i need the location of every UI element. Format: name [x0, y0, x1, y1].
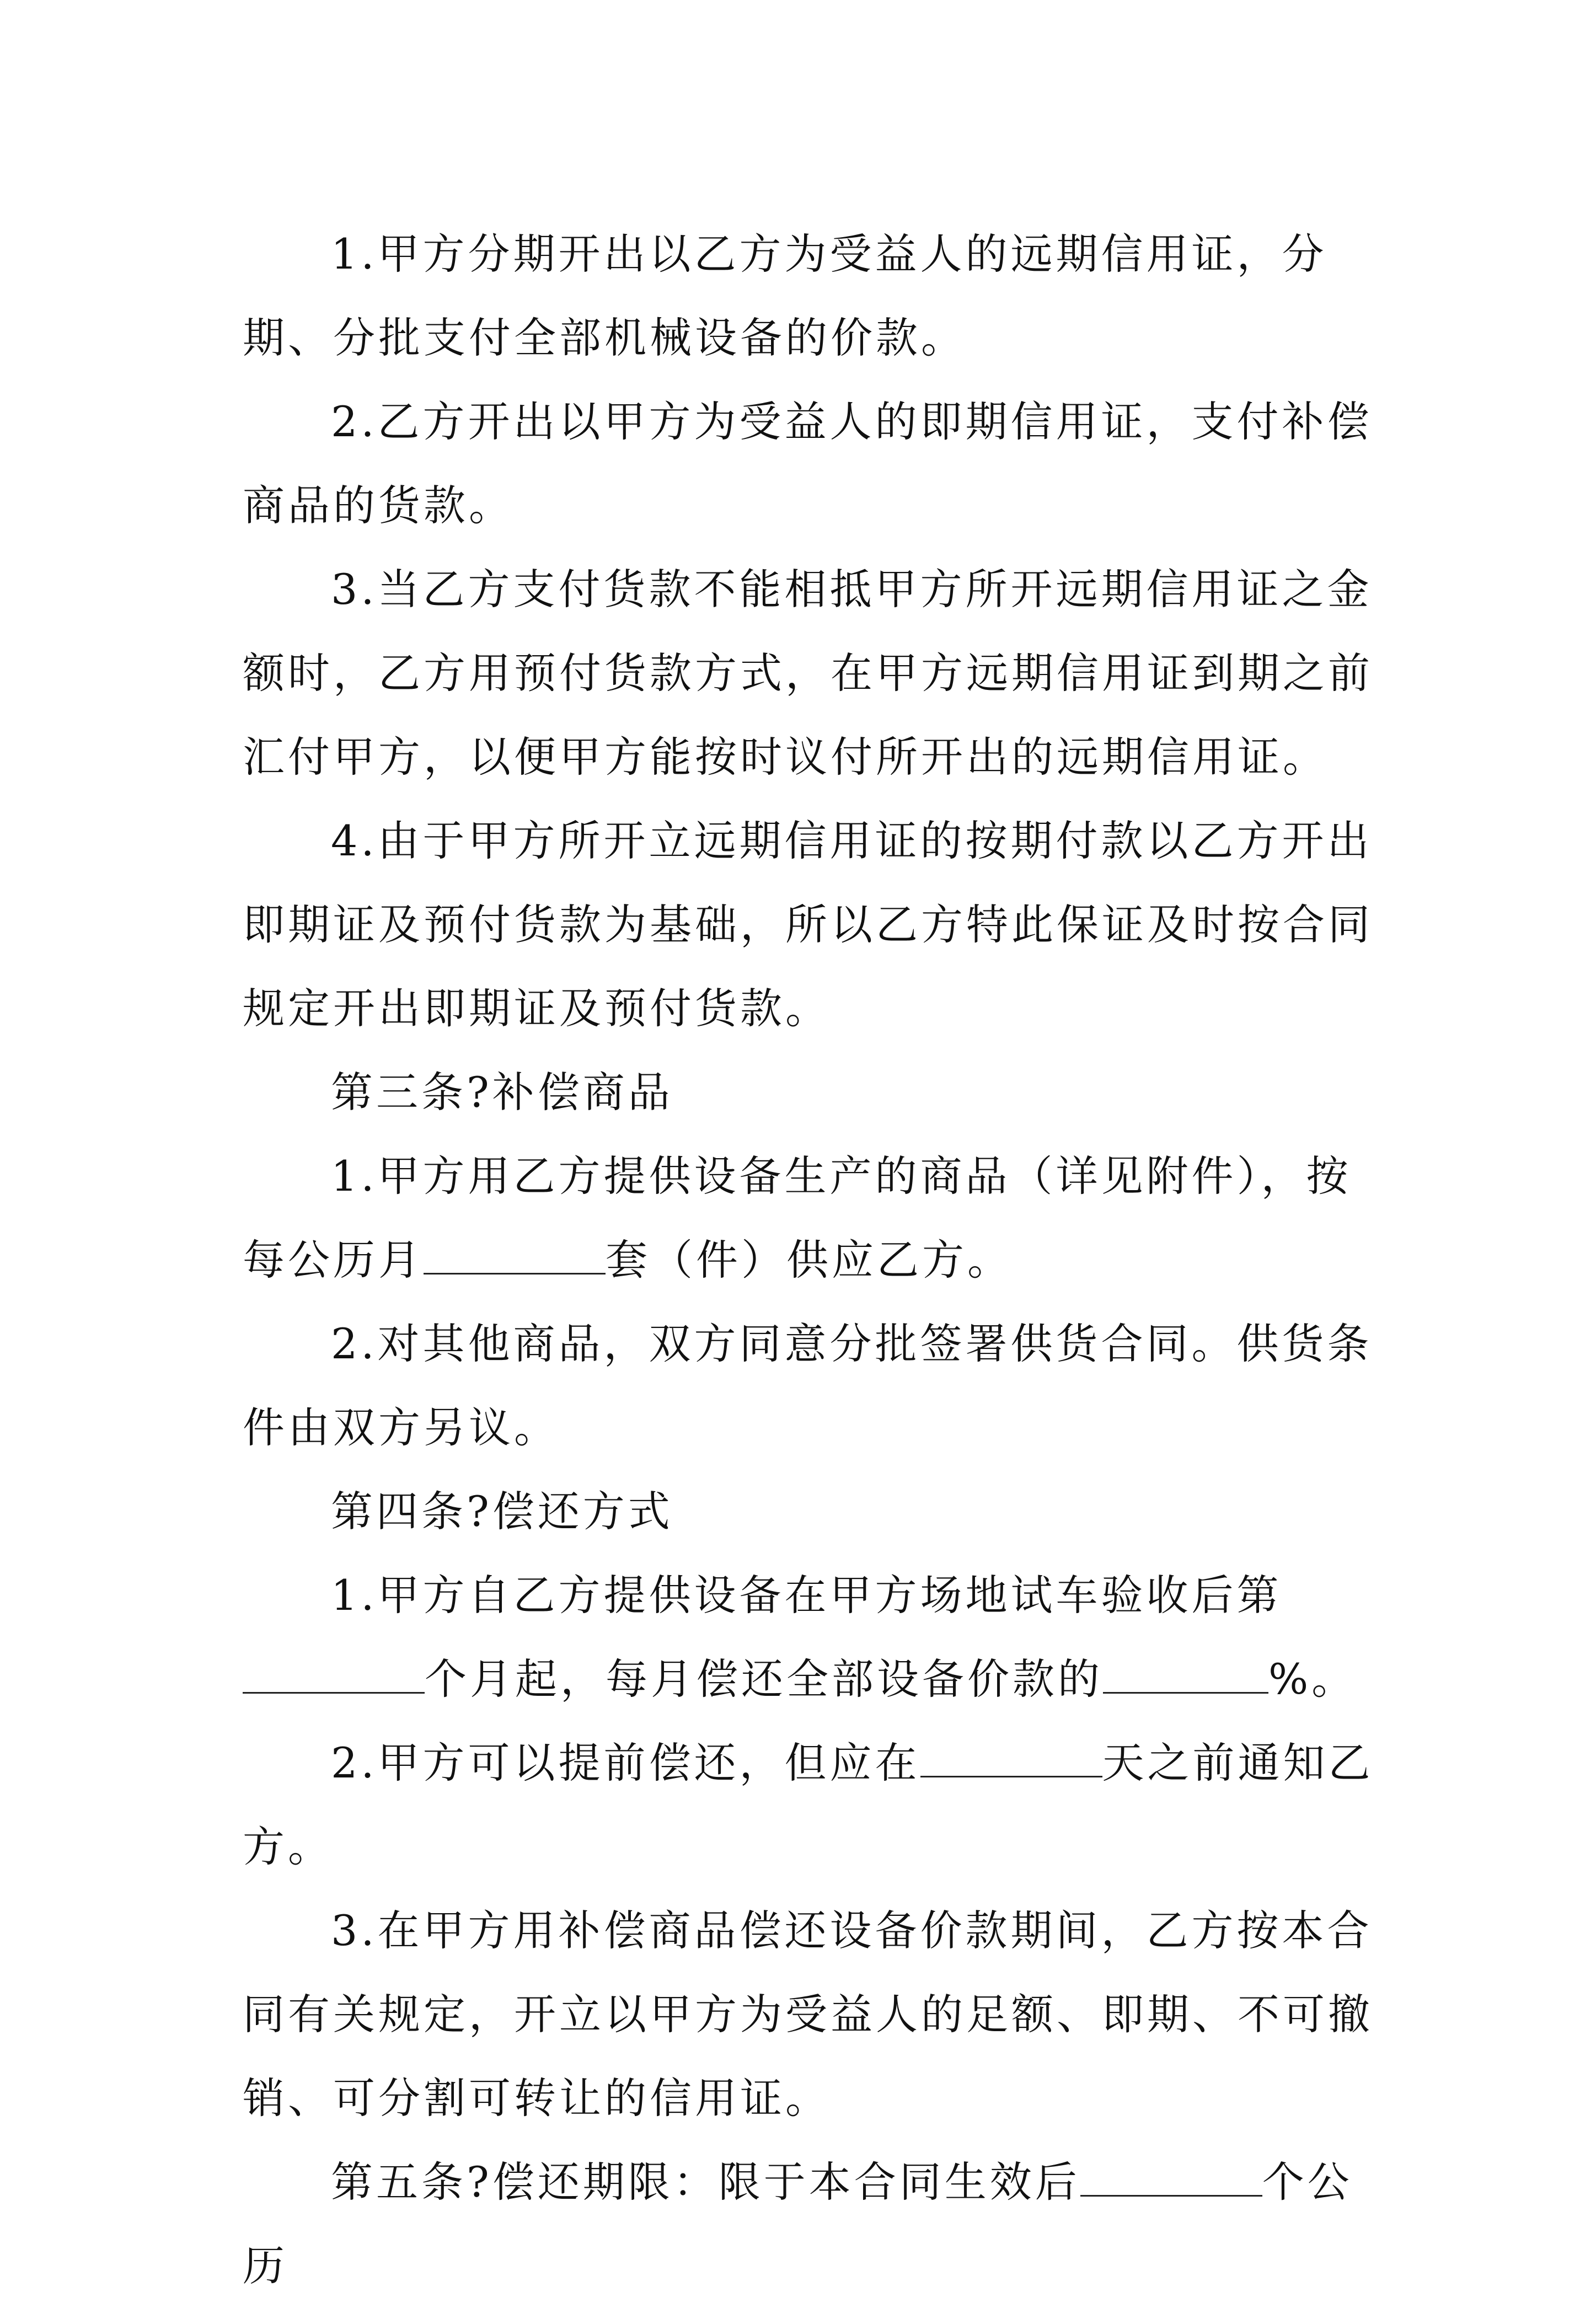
clause-text: 1.甲方分期开出以乙方为受益人的远期信用证，分期、分批支付全部机械设备的价款。	[243, 229, 1327, 362]
clause-goods-2	[243, 1302, 1395, 1470]
fill-blank-monthly-quantity[interactable]	[424, 1238, 606, 1275]
contract-body	[243, 212, 1395, 2308]
clause-text: %。	[1268, 1654, 1357, 1704]
clause-text: 个月起，每月偿还全部设备价款的	[425, 1654, 1103, 1704]
clause-text: 2.乙方开出以甲方为受益人的即期信用证，支付补偿商品的货款。	[243, 397, 1373, 530]
clause-text: 3.当乙方支付货款不能相抵甲方所开远期信用证之金额时，乙方用预付货款方式，在甲方远期信用证到期之前汇付甲方，以便甲方能按时议付所开出的远期信用证。	[243, 565, 1373, 781]
heading-text: 第三条?补偿商品	[331, 1068, 673, 1117]
clause-goods-1	[243, 1134, 1395, 1302]
article-5-heading	[243, 2140, 1395, 2308]
clause-text: 1.甲方自乙方提供设备在甲方场地试车验收后第	[331, 1571, 1282, 1620]
clause-payment-1	[243, 212, 1395, 380]
article-4-heading	[243, 1470, 1395, 1554]
clause-text: 套（件）供应乙方。	[606, 1235, 1013, 1284]
fill-blank-repayment-term[interactable]	[1080, 2160, 1262, 2197]
clause-text: 2.对其他商品，双方同意分批签署供货合同。供货条件由双方另议。	[243, 1319, 1373, 1452]
clause-payment-4	[243, 799, 1395, 1051]
fill-blank-percentage[interactable]	[1103, 1657, 1268, 1694]
clause-text: 2.甲方可以提前偿还，但应在	[331, 1738, 920, 1787]
heading-text: 第四条?偿还方式	[331, 1487, 673, 1536]
clause-text: 天之前通知乙方。	[243, 1738, 1374, 1871]
clause-text: 1.甲方用乙方提供设备生产的商品（详见附件），按每公历月	[243, 1152, 1352, 1284]
fill-blank-start-month[interactable]	[243, 1657, 425, 1694]
heading-text: 第五条?偿还期限：限于本合同生效后	[331, 2157, 1080, 2207]
fill-blank-notice-days[interactable]	[920, 1741, 1102, 1777]
clause-repayment-3	[243, 1889, 1395, 2140]
clause-text: 3.在甲方用补偿商品偿还设备价款期间，乙方按本合同有关规定，开立以甲方为受益人的足额、即期、不可撤销、可分割可转让的信用证。	[243, 1906, 1373, 2123]
heading-text: 个公历	[243, 2157, 1353, 2290]
clause-payment-3	[243, 548, 1395, 799]
clause-repayment-2	[243, 1721, 1395, 1889]
article-3-heading	[243, 1051, 1395, 1134]
clause-text: 4.由于甲方所开立远期信用证的按期付款以乙方开出即期证及预付货款为基础，所以乙方特此保证及时按合同规定开出即期证及预付货款。	[243, 816, 1373, 1033]
clause-payment-2	[243, 380, 1395, 548]
clause-repayment-1	[243, 1554, 1395, 1721]
